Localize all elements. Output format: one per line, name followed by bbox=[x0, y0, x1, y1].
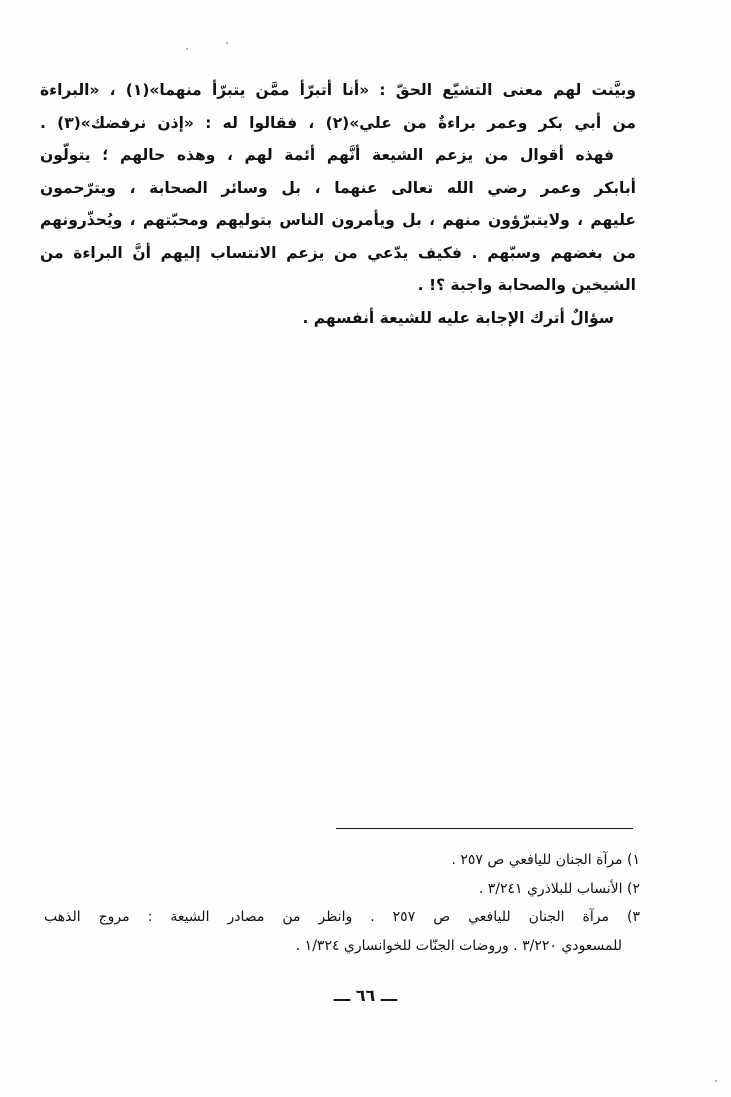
footnote-3: ٣) مرآة الجنان لليافعي ص ٢٥٧ . وانظر من مصادر الشيعة : مروج الذهب bbox=[44, 909, 640, 925]
page-number: ـــ ٦٦ ـــ bbox=[333, 986, 398, 1005]
text-line: أبابكر وعمر رضي الله تعالى عنهما ، بل وسائر الصحابة ، ويترّحمون bbox=[40, 178, 636, 197]
text-line: الشيخين والصحابة واجبة ؟! . bbox=[417, 276, 636, 294]
text-line: عليهم ، ولايتبرّؤون منهم ، بل ويأمرون الناس بتوليهم ومحبّتهم ، ويُحذّرونهم bbox=[40, 211, 636, 229]
footnote-3-continuation: للمسعودي ٣/٢٢٠ . وروضات الجنّات للخوانساري ١/٣٢٤ . bbox=[295, 937, 622, 954]
footnote-1: ١) مرآة الجنان لليافعي ص ٢٥٧ . bbox=[451, 852, 640, 868]
main-text bbox=[40, 74, 636, 334]
text-line: سؤالٌ أترك الإجابة عليه للشيعة أنفسهم . bbox=[302, 308, 614, 327]
text-line: وبيَّنت لهم معنى التشيّع الحقّ : «أنا أتبرّأ ممَّن يتبرّأ منهما»(١) ، «البراءة bbox=[40, 81, 636, 99]
footnotes bbox=[44, 846, 640, 960]
scan-speck bbox=[186, 48, 188, 50]
text-line: فهذه أقوال من يزعم الشيعة أنَّهم أئمة لهم ، وهذه حالهم ؛ يتولّون bbox=[40, 146, 614, 164]
footnote-separator bbox=[336, 828, 633, 829]
footnote-2: ٢) الأنساب للبلاذري ٣/٢٤١ . bbox=[478, 880, 640, 897]
scan-speck bbox=[226, 42, 228, 44]
text-line: من أبي بكر وعمر براءةٌ من علي»(٢) ، فقالوا له : «إذن نرفضك»(٣) . bbox=[40, 113, 637, 132]
text-line: من بغضهم وسبّهم . فكيف يدّعي من يزعم الانتساب إليهم أنَّ البراءة من bbox=[40, 243, 636, 262]
scan-speck bbox=[715, 1080, 717, 1082]
